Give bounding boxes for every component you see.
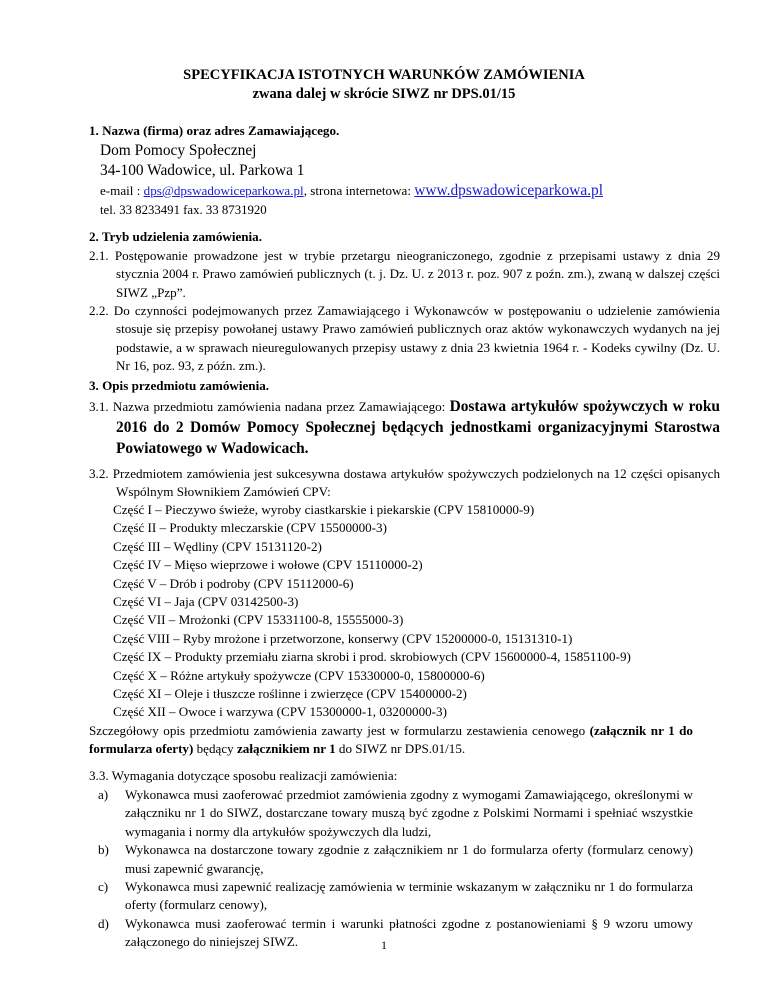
section-2-2 [89, 302, 720, 376]
section-1 [89, 122, 693, 140]
section-3-2-text: 3.2. Przedmiotem zamówienia jest sukcesywna dostawa artykułów spożywczych podzielonych na 12 części opisanych Wspólnym Słownikiem Zamówień CPV: [89, 466, 720, 500]
section-2-1-text: 2.1. Postępowanie prowadzone jest w trybie przetargu nieograniczonego, zgodnie z przepisami ustawy z dnia 29 stycznia 2004 r. Prawo zamówień publicznych (t. j. Dz. U. z 2013 r. poz. 907 z poźn. zm.), zwaną w dalszej części SIWZ „Pzp”. [89, 248, 720, 300]
part-item: Część VII – Mrożonki (CPV 15331100-8, 15555000-3) [113, 612, 404, 628]
contract-subject-title: Dostawa artykułów spożywczych w roku 2016 do 2 Domów Pomocy Społecznej będących jednostkami organizacyjnymi Starostwa Powiatowego w Wadowicach. [116, 398, 720, 457]
part-item: Część XII – Owoce i warzywa (CPV 15300000-1, 03200000-3) [113, 704, 447, 720]
section-3-2 [89, 465, 720, 502]
contracting-authority-address: 34-100 Wadowice, ul. Parkowa 1 [100, 162, 305, 179]
section-3-3-heading: 3.3. Wymagania dotyczące sposobu realizacji zamówienia: [89, 768, 398, 783]
part-item: Część III – Wędliny (CPV 15131120-2) [113, 538, 322, 554]
www-prefix: , strona internetowa: [303, 183, 415, 198]
section-2-2-text: 2.2. Do czynności podejmowanych przez Zamawiającego i Wykonawców w postępowaniu o udzielenie zamówienia stosuje się przepisy powołanej ustawy Prawo zamówień publicznych oraz aktów wykonawczych wydanych na jej podstawie, a w sprawach nieuregulowanych przepisy ustawy z dnia 23 kwietnia 1964 r. - Kodeks cywilny (Dz. U. Nr 16, poz. 93, z późn. zm.). [89, 303, 720, 374]
part-item: Część II – Produkty mleczarskie (CPV 15500000-3) [113, 520, 387, 536]
part-item: Część I – Pieczywo świeże, wyroby ciastkarskie i piekarskie (CPV 15810000-9) [113, 502, 535, 517]
requirement-item: a) Wykonawca musi zaoferować przedmiot zamówienia zgodny z wymogami Zamawiającego, określonymi w załączniku nr 1 do SIWZ, dostarczane towary muszą być zgodne z Polskimi Normami i spełniać wszystkie wymagania i normy dla artykułów spożywczych dla ludzi, [98, 787, 693, 839]
page-number: 1 [381, 938, 387, 952]
contact-line [100, 182, 704, 200]
document-subtitle: zwana dalej w skrócie SIWZ nr DPS.01/15 [252, 86, 516, 102]
requirement-item: d) Wykonawca musi zaoferować termin i warunki płatności zgodne z postanowieniami § 9 wzoru umowy załączonego do niniejszej SIWZ. [98, 915, 693, 950]
email-link[interactable]: dps@dpswadowiceparkowa.pl [143, 183, 304, 198]
part-item: Część XI – Oleje i tłuszcze roślinne i zwierzęce (CPV 15400000-2) [113, 686, 467, 702]
part-item: Część IV – Mięso wieprzowe i wołowe (CPV 15110000-2) [113, 557, 423, 573]
detailed-description: Szczegółowy opis przedmiotu zamówienia zawarty jest w formularzu zestawienia cenowego (załącznik nr 1 do formularza oferty) będący załącznikiem nr 1 do SIWZ nr DPS.01/15. [89, 723, 693, 757]
part-item: Część VI – Jaja (CPV 03142500-3) [113, 594, 299, 610]
section-2-heading: 2. Tryb udzielenia zamówienia. [89, 229, 263, 244]
requirement-item: c) Wykonawca musi zapewnić realizację zamówienia w terminie wskazanym w załączniku nr 1 do formularza oferty (formularz cenowy), [98, 879, 693, 913]
parts-list [89, 501, 709, 722]
email-prefix: e-mail : [100, 183, 144, 198]
section-2-1 [89, 247, 720, 302]
contracting-authority-name: Dom Pomocy Społecznej [100, 142, 257, 159]
requirement-item: b) Wykonawca na dostarczone towary zgodnie z załącznikiem nr 1 do formularza oferty (formularz cenowy) musi zapewnić gwarancję, [98, 842, 693, 876]
document-title: SPECYFIKACJA ISTOTNYCH WARUNKÓW ZAMÓWIENIA [183, 67, 585, 83]
requirements-list [98, 786, 693, 952]
part-item: Część X – Różne artykuły spożywcze (CPV 15330000-0, 15800000-6) [113, 667, 485, 683]
section-3-1 [89, 396, 720, 459]
website-link[interactable]: www.dpswadowiceparkowa.pl [414, 182, 604, 199]
section-3-heading: 3. Opis przedmiotu zamówienia. [89, 378, 270, 393]
section-3-1-prefix: 3.1. Nazwa przedmiotu zamówienia nadana przez Zamawiającego: [89, 399, 450, 414]
part-item: Część IX – Produkty przemiału ziarna skrobi i prod. skrobiowych (CPV 15600000-4, 15851100-9) [113, 649, 631, 665]
section-1-heading: 1. Nazwa (firma) oraz adres Zamawiającego. [89, 123, 340, 138]
part-item: Część VIII – Ryby mrożone i przetworzone, konserwy (CPV 15200000-0, 15131310-1) [113, 630, 573, 646]
part-item: Część V – Drób i podroby (CPV 15112000-6) [113, 575, 354, 591]
phone-fax: tel. 33 8233491 fax. 33 8731920 [100, 203, 267, 217]
